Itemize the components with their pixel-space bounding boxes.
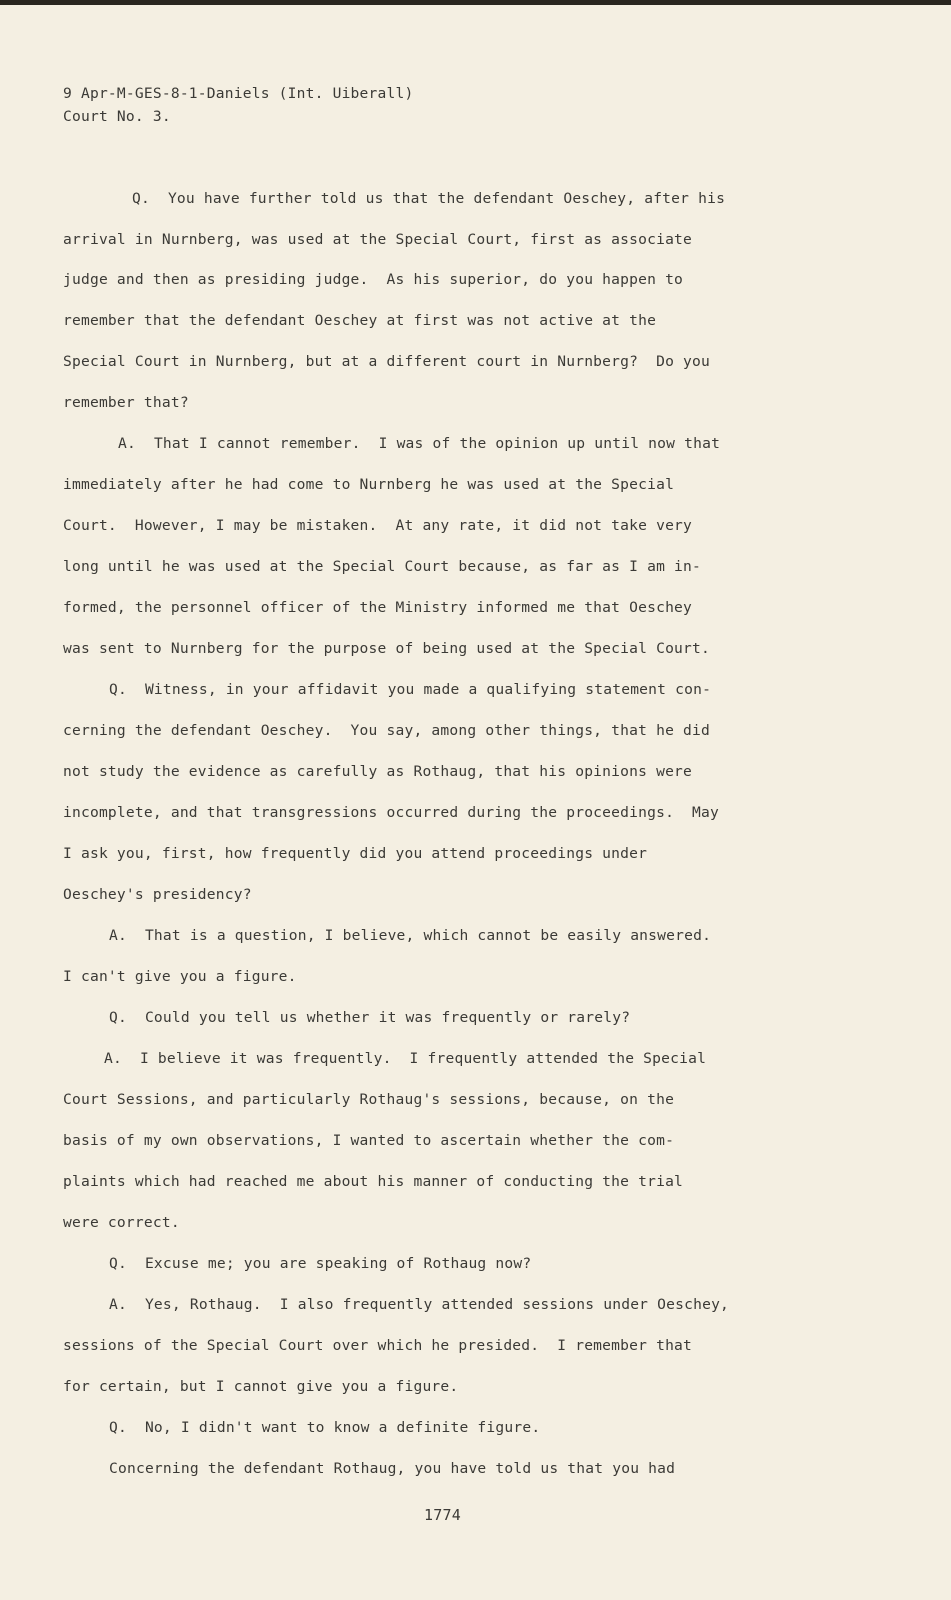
transcript-line-8: immediately after he had come to Nurnberg he was used at the Special <box>63 476 675 493</box>
transcript-line-3: judge and then as presiding judge. As his superior, do you happen to <box>63 271 684 288</box>
transcript-line-13: Q. Witness, in your affidavit you made a qualifying statement con- <box>109 681 712 698</box>
transcript-line-23: Court Sessions, and particularly Rothaug's sessions, because, on the <box>63 1091 675 1108</box>
transcript-line-20: I can't give you a figure. <box>63 968 297 985</box>
transcript-line-24: basis of my own observations, I wanted to ascertain whether the com- <box>63 1132 675 1149</box>
transcript-line-7: A. That I cannot remember. I was of the opinion up until now that <box>118 435 721 452</box>
transcript-line-5: Special Court in Nurnberg, but at a different court in Nurnberg? Do you <box>63 353 711 370</box>
transcript-line-26: were correct. <box>63 1214 180 1231</box>
transcript-line-14: cerning the defendant Oeschey. You say, among other things, that he did <box>63 722 711 739</box>
transcript-line-31: Q. No, I didn't want to know a definite figure. <box>109 1419 541 1436</box>
header-court-number: Court No. 3. <box>63 108 171 125</box>
header-case-reference: 9 Apr-M-GES-8-1-Daniels (Int. Uiberall) <box>63 85 414 102</box>
document-header <box>63 82 413 128</box>
transcript-line-4: remember that the defendant Oeschey at first was not active at the <box>63 312 657 329</box>
transcript-line-27: Q. Excuse me; you are speaking of Rothaug now? <box>109 1255 532 1272</box>
transcript-line-28: A. Yes, Rothaug. I also frequently attended sessions under Oeschey, <box>109 1296 730 1313</box>
transcript-line-6: remember that? <box>63 394 189 411</box>
transcript-line-22: A. I believe it was frequently. I frequently attended the Special <box>104 1050 707 1067</box>
transcript-line-10: long until he was used at the Special Court because, as far as I am in- <box>63 558 702 575</box>
transcript-line-32: Concerning the defendant Rothaug, you have told us that you had <box>109 1460 676 1477</box>
transcript-line-12: was sent to Nurnberg for the purpose of being used at the Special Court. <box>63 640 711 657</box>
transcript-line-11: formed, the personnel officer of the Ministry informed me that Oeschey <box>63 599 693 616</box>
transcript-line-18: Oeschey's presidency? <box>63 886 252 903</box>
page-number: 1774 <box>424 1506 461 1524</box>
transcript-line-1: Q. You have further told us that the defendant Oeschey, after his <box>132 190 726 207</box>
transcript-line-30: for certain, but I cannot give you a figure. <box>63 1378 459 1395</box>
transcript-line-19: A. That is a question, I believe, which cannot be easily answered. <box>109 927 712 944</box>
transcript-line-17: I ask you, first, how frequently did you attend proceedings under <box>63 845 648 862</box>
transcript-line-25: plaints which had reached me about his manner of conducting the trial <box>63 1173 684 1190</box>
transcript-line-29: sessions of the Special Court over which he presided. I remember that <box>63 1337 693 1354</box>
transcript-line-9: Court. However, I may be mistaken. At any rate, it did not take very <box>63 517 693 534</box>
transcript-line-15: not study the evidence as carefully as Rothaug, that his opinions were <box>63 763 693 780</box>
transcript-line-21: Q. Could you tell us whether it was frequently or rarely? <box>109 1009 631 1026</box>
transcript-line-2: arrival in Nurnberg, was used at the Special Court, first as associate <box>63 231 693 248</box>
transcript-line-16: incomplete, and that transgressions occurred during the proceedings. May <box>63 804 719 821</box>
